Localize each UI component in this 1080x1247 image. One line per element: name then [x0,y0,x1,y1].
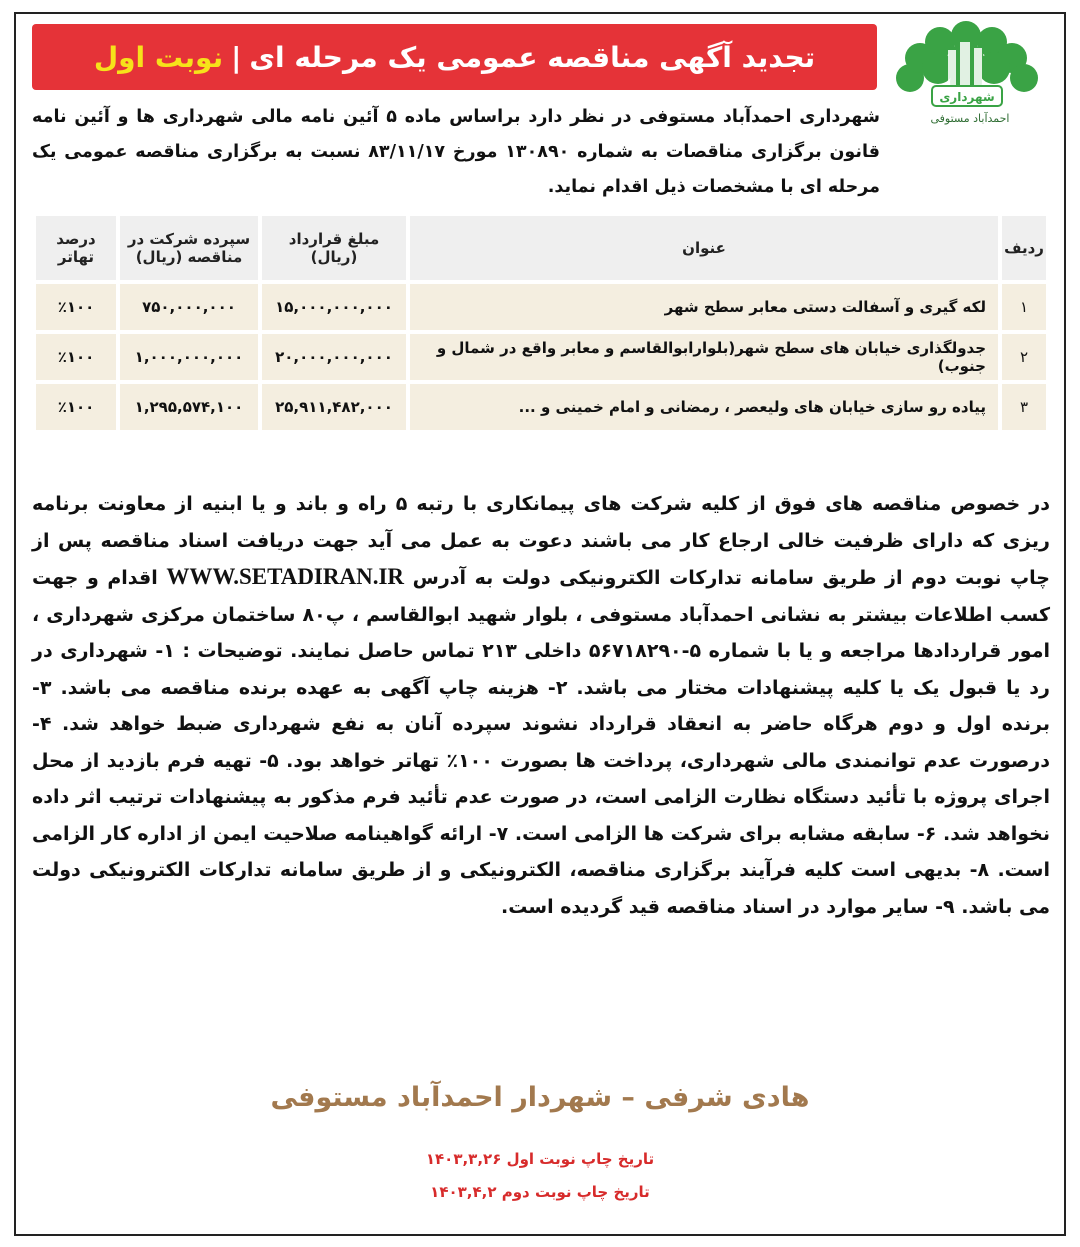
table-row [36,384,1046,430]
logo-caption: احمدآباد مستوفی [930,112,1010,125]
row-deposit: ۱,۲۹۵,۵۷۴,۱۰۰ [120,384,258,430]
header-amount: مبلغ قرارداد (ریال) [262,216,406,280]
row-title: لکه گیری و آسفالت دستی معابر سطح شهر [410,284,998,330]
body-text [32,486,1050,925]
header-index: ردیف [1002,216,1046,280]
municipality-logo [890,20,1050,130]
title-separator: | [231,40,242,74]
row-amount: ۲۰,۰۰۰,۰۰۰,۰۰۰ [262,334,406,380]
row-title: پیاده رو سازی خیابان های ولیعصر ، رمضانی و امام خمینی و ... [410,384,998,430]
header-title: عنوان [410,216,998,280]
row-amount: ۱۵,۰۰۰,۰۰۰,۰۰۰ [262,284,406,330]
row-percent: ٪۱۰۰ [36,284,116,330]
header-deposit: سپرده شرکت در مناقصه (ریال) [120,216,258,280]
website-link[interactable]: WWW.SETADIRAN.IR [166,564,405,589]
contact-text: اقدام و جهت کسب اطلاعات بیشتر به نشانی احمدآباد مستوفی ، بلوار شهید ابوالقاسم ، پ۸۰ ساختمان مرکزی شهرداری ، امور قراردادها مراجعه و یا با شماره ۵-۵۶۷۱۸۲۹۰ داخلی ۲۱۳ تماس حاصل نمایند. [32,567,1050,662]
row-deposit: ۷۵۰,۰۰۰,۰۰۰ [120,284,258,330]
second-print-date: تاریخ چاپ نوبت دوم ۱۴۰۳,۴,۲ [430,1183,650,1201]
intro-paragraph: شهرداری احمدآباد مستوفی در نظر دارد براساس ماده ۵ آئین نامه مالی شهرداری ها و آئین نامه قانون برگزاری مناقصات به شماره ۱۳۰۸۹۰ مورخ ۸۳/۱۱/۱۷ نسبت به برگزاری مناقصه عمومی یک مرحله ای با مشخصات ذیل اقدام نماید. [32,107,880,197]
row-percent: ٪۱۰۰ [36,334,116,380]
row-index: ۱ [1002,284,1046,330]
row-index: ۲ [1002,334,1046,380]
row-amount: ۲۵,۹۱۱,۴۸۲,۰۰۰ [262,384,406,430]
notice-round: نوبت اول [93,40,224,74]
notice-title: تجدید آگهی مناقصه عمومی یک مرحله ای [249,40,816,74]
row-deposit: ۱,۰۰۰,۰۰۰,۰۰۰ [120,334,258,380]
first-print-date: تاریخ چاپ نوبت اول ۱۴۰۳,۳,۲۶ [425,1150,655,1168]
row-title: جدولگذاری خیابان های سطح شهر(بلوارابوالقاسم و معابر واقع در شمال و جنوب) [410,334,998,380]
tree-logo-icon [890,20,1050,112]
invitation-text: در خصوص مناقصه های فوق از کلیه شرکت های پیمانکاری با رتبه ۵ راه و باند و یا ابنیه از معاونت برنامه ریزی که دارای ظرفیت خالی ارجاع کار می باشند دعوت به عمل می آید جهت دریافت اسناد مناقصه پس از چاپ نوبت دوم از طریق سامانه تدارکات الکترونیکی دولت به آدرس [32,493,1050,589]
table-header-row [36,216,1046,280]
header-percent: درصد تهاتر [36,216,116,280]
notice-header [32,24,877,90]
tender-table [32,212,1050,434]
signature: هادی شرفی – شهردار احمدآباد مستوفی [270,1082,810,1113]
table-row [36,284,1046,330]
table-row [36,334,1046,380]
logo-badge: شهرداری [939,90,995,104]
notes-text: توضیحات : ۱- شهرداری در رد یا قبول یک یا کلیه پیشنهادات مختار می باشد. ۲- هزینه چاپ آگهی به عهده برنده مناقصه می باشد. ۳- برنده اول و دوم هرگاه حاضر به انعقاد قرارداد نشوند سپرده آنان به نفع شهرداری ضبط خواهد شد. ۴- درصورت عدم توانمندی مالی شهرداری، پرداخت ها بصورت ۱۰۰٪ تهاتر خواهد بود. ۵- تهیه فرم بازدید از محل اجرای پروژه با تأئید دستگاه نظارت الزامی است، در صورت عدم تأئید فرم مذکور به پیشنهادات ترتیب اثر داده نخواهد شد. ۶- سابقه مشابه برای شرکت ها الزامی است. ۷- ارائه گواهینامه صلاحیت ایمن از اداره کار الزامی است. ۸- بدیهی است کلیه فرآیند برگزاری مناقصه، الکترونیکی و از طریق سامانه تدارکات الکترونیکی دولت می باشد. ۹- سایر موارد در اسناد مناقصه قید گردیده است. [32,640,1050,918]
row-index: ۳ [1002,384,1046,430]
row-percent: ٪۱۰۰ [36,384,116,430]
